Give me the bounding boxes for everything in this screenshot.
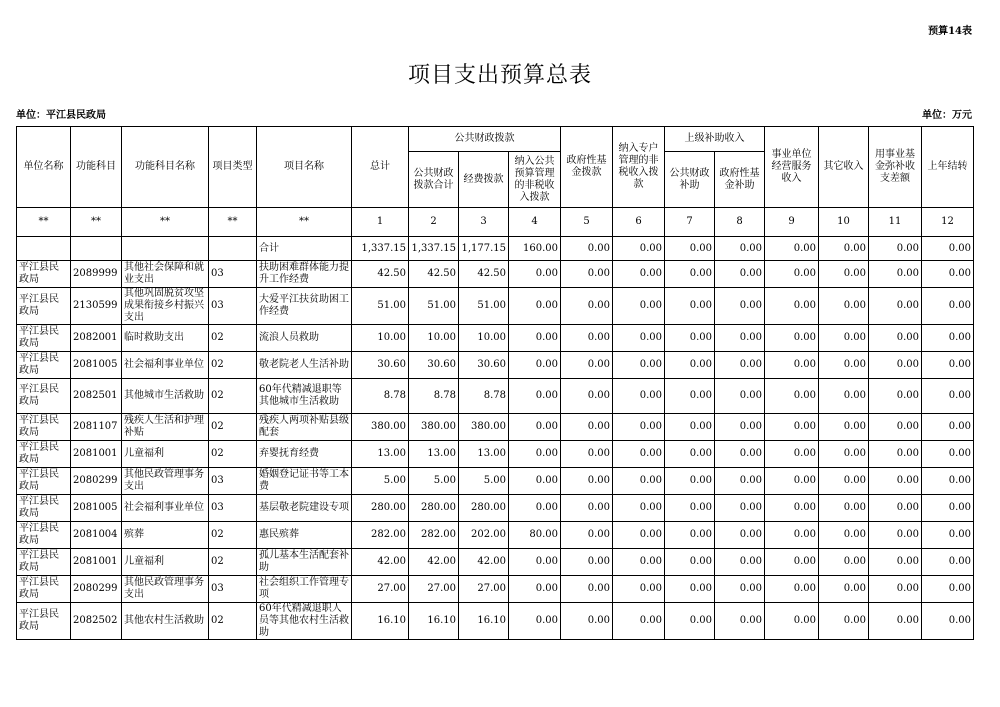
amount-cell: 0.00: [509, 441, 561, 468]
amount-cell: 51.00: [352, 288, 409, 325]
amount-cell: 13.00: [409, 441, 459, 468]
amount-cell: 0.00: [765, 522, 819, 549]
amount-cell: 0.00: [715, 468, 765, 495]
project-name-cell: 社会组织工作管理专项: [257, 576, 352, 603]
project-name-cell: 大爱平江扶贫助困工作经费: [257, 288, 352, 325]
page-title: 项目支出预算总表: [407, 63, 592, 88]
func-name-cell: 儿童福利: [122, 549, 209, 576]
func-name-cell: 其他城市生活救助: [122, 379, 209, 414]
table-row: [17, 261, 974, 288]
amount-cell: 0.00: [665, 325, 715, 352]
total-value-cell: 0.00: [561, 237, 613, 261]
table-row: [17, 495, 974, 522]
project-type-cell: 02: [209, 325, 257, 352]
amount-cell: 0.00: [561, 549, 613, 576]
column-index-cell: **: [71, 208, 122, 237]
amount-cell: 0.00: [922, 288, 974, 325]
func-code-cell: 2081001: [71, 441, 122, 468]
amount-cell: 0.00: [819, 468, 869, 495]
amount-cell: 0.00: [869, 352, 922, 379]
amount-cell: 0.00: [561, 325, 613, 352]
col-other-income: 其它收入: [819, 127, 869, 208]
project-type-cell: 02: [209, 522, 257, 549]
amount-cell: 27.00: [352, 576, 409, 603]
amount-cell: 0.00: [715, 603, 765, 640]
amount-cell: 0.00: [869, 288, 922, 325]
amount-cell: 42.00: [459, 549, 509, 576]
func-name-cell: 其他民政管理事务支出: [122, 468, 209, 495]
func-code-cell: 2081004: [71, 522, 122, 549]
amount-cell: 0.00: [613, 549, 665, 576]
amount-cell: 282.00: [409, 522, 459, 549]
amount-cell: 0.00: [922, 379, 974, 414]
project-name-cell: 60年代精减退职人员等其他农村生活救助: [257, 603, 352, 640]
func-code-cell: 2081107: [71, 414, 122, 441]
amount-cell: 0.00: [665, 441, 715, 468]
amount-cell: 0.00: [509, 468, 561, 495]
func-name-cell: 儿童福利: [122, 441, 209, 468]
amount-cell: 0.00: [819, 379, 869, 414]
amount-cell: 280.00: [459, 495, 509, 522]
col-group-public-finance: 公共财政拨款: [409, 127, 561, 152]
amount-cell: 0.00: [765, 495, 819, 522]
amount-cell: 282.00: [352, 522, 409, 549]
amount-cell: 16.10: [459, 603, 509, 640]
project-type-cell: 02: [209, 379, 257, 414]
amount-cell: 10.00: [459, 325, 509, 352]
amount-cell: 0.00: [765, 352, 819, 379]
unit-name-cell: 平江县民政局: [17, 352, 71, 379]
table-row: [17, 352, 974, 379]
amount-cell: 0.00: [509, 352, 561, 379]
amount-cell: 0.00: [922, 468, 974, 495]
unit-name-cell: 平江县民政局: [17, 468, 71, 495]
amount-cell: 0.00: [869, 603, 922, 640]
amount-cell: 0.00: [819, 576, 869, 603]
unit-name-cell: 平江县民政局: [17, 576, 71, 603]
total-empty-cell: [209, 237, 257, 261]
amount-cell: 0.00: [922, 576, 974, 603]
amount-cell: 0.00: [922, 549, 974, 576]
col-fund-balance: 用事业基金弥补收支差额: [869, 127, 922, 208]
column-index-cell: 12: [922, 208, 974, 237]
total-value-cell: 0.00: [715, 237, 765, 261]
currency-unit-label: 单位：万元: [922, 110, 972, 121]
func-code-cell: 2130599: [71, 288, 122, 325]
amount-cell: 0.00: [665, 495, 715, 522]
project-name-cell: 60年代精减退职等其他城市生活救助: [257, 379, 352, 414]
amount-cell: 27.00: [459, 576, 509, 603]
amount-cell: 0.00: [819, 603, 869, 640]
col-public-finance-total: 公共财政拨款合计: [409, 152, 459, 208]
amount-cell: 42.00: [352, 549, 409, 576]
amount-cell: 0.00: [922, 603, 974, 640]
total-empty-cell: [17, 237, 71, 261]
amount-cell: 0.00: [869, 468, 922, 495]
amount-cell: 0.00: [869, 495, 922, 522]
amount-cell: 0.00: [765, 603, 819, 640]
column-index-cell: 6: [613, 208, 665, 237]
project-type-cell: 02: [209, 414, 257, 441]
func-name-cell: 其他社会保障和就业支出: [122, 261, 209, 288]
col-group-upper-subsidy: 上级补助收入: [665, 127, 765, 152]
func-code-cell: 2082001: [71, 325, 122, 352]
amount-cell: 0.00: [922, 414, 974, 441]
total-value-cell: 0.00: [869, 237, 922, 261]
amount-cell: 0.00: [869, 414, 922, 441]
amount-cell: 280.00: [409, 495, 459, 522]
col-service-income: 事业单位经营服务收入: [765, 127, 819, 208]
amount-cell: 51.00: [409, 288, 459, 325]
amount-cell: 0.00: [715, 522, 765, 549]
amount-cell: 0.00: [715, 379, 765, 414]
amount-cell: 0.00: [819, 288, 869, 325]
unit-name-cell: 平江县民政局: [17, 441, 71, 468]
amount-cell: 0.00: [715, 495, 765, 522]
amount-cell: 0.00: [613, 379, 665, 414]
amount-cell: 0.00: [715, 441, 765, 468]
amount-cell: 16.10: [409, 603, 459, 640]
func-code-cell: 2089999: [71, 261, 122, 288]
amount-cell: 0.00: [613, 288, 665, 325]
amount-cell: 0.00: [665, 414, 715, 441]
amount-cell: 0.00: [613, 576, 665, 603]
amount-cell: 0.00: [665, 576, 715, 603]
amount-cell: 0.00: [509, 379, 561, 414]
amount-cell: 380.00: [459, 414, 509, 441]
amount-cell: 5.00: [459, 468, 509, 495]
amount-cell: 0.00: [922, 352, 974, 379]
func-name-cell: 社会福利事业单位: [122, 352, 209, 379]
func-name-cell: 临时救助支出: [122, 325, 209, 352]
project-type-cell: 03: [209, 468, 257, 495]
column-index-cell: 2: [409, 208, 459, 237]
amount-cell: 0.00: [819, 414, 869, 441]
project-name-cell: 敬老院老人生活补助: [257, 352, 352, 379]
amount-cell: 42.50: [459, 261, 509, 288]
column-index-cell: 7: [665, 208, 715, 237]
table-row: [17, 379, 974, 414]
amount-cell: 0.00: [922, 441, 974, 468]
amount-cell: 0.00: [509, 325, 561, 352]
project-type-cell: 03: [209, 576, 257, 603]
amount-cell: 202.00: [459, 522, 509, 549]
unit-name-cell: 平江县民政局: [17, 603, 71, 640]
form-code: 预算14表: [928, 26, 972, 37]
table-row: [17, 288, 974, 325]
project-type-cell: 02: [209, 352, 257, 379]
column-index-cell: 1: [352, 208, 409, 237]
col-carryover: 上年结转: [922, 127, 974, 208]
unit-name-cell: 平江县民政局: [17, 495, 71, 522]
amount-cell: 380.00: [409, 414, 459, 441]
amount-cell: 0.00: [765, 441, 819, 468]
column-index-cell: **: [122, 208, 209, 237]
col-fund-allocation: 经费拨款: [459, 152, 509, 208]
total-value-cell: 0.00: [819, 237, 869, 261]
total-empty-cell: [122, 237, 209, 261]
table-row: [17, 325, 974, 352]
project-name-cell: 婚姻登记证书等工本费: [257, 468, 352, 495]
project-name-cell: 流浪人员救助: [257, 325, 352, 352]
amount-cell: 0.00: [765, 468, 819, 495]
amount-cell: 380.00: [352, 414, 409, 441]
unit-name-cell: 平江县民政局: [17, 522, 71, 549]
column-index-cell: 3: [459, 208, 509, 237]
amount-cell: 0.00: [869, 441, 922, 468]
func-code-cell: 2080299: [71, 576, 122, 603]
amount-cell: 5.00: [409, 468, 459, 495]
amount-cell: 0.00: [819, 325, 869, 352]
amount-cell: 0.00: [561, 603, 613, 640]
amount-cell: 0.00: [869, 261, 922, 288]
amount-cell: 0.00: [561, 522, 613, 549]
amount-cell: 0.00: [922, 325, 974, 352]
amount-cell: 0.00: [613, 522, 665, 549]
amount-cell: 0.00: [819, 495, 869, 522]
amount-cell: 0.00: [765, 261, 819, 288]
col-project-type: 项目类型: [209, 127, 257, 208]
amount-cell: 80.00: [509, 522, 561, 549]
amount-cell: 8.78: [352, 379, 409, 414]
total-value-cell: 160.00: [509, 237, 561, 261]
amount-cell: 0.00: [869, 549, 922, 576]
column-index-cell: 11: [869, 208, 922, 237]
amount-cell: 0.00: [613, 352, 665, 379]
unit-name-cell: 平江县民政局: [17, 379, 71, 414]
column-index-cell: 9: [765, 208, 819, 237]
amount-cell: 0.00: [561, 379, 613, 414]
amount-cell: 0.00: [922, 522, 974, 549]
amount-cell: 0.00: [869, 522, 922, 549]
project-name-cell: 弃婴抚育经费: [257, 441, 352, 468]
unit-name-cell: 平江县民政局: [17, 288, 71, 325]
project-name-cell: 惠民殡葬: [257, 522, 352, 549]
table-row: [17, 603, 974, 640]
amount-cell: 0.00: [509, 261, 561, 288]
amount-cell: 0.00: [613, 441, 665, 468]
amount-cell: 0.00: [665, 468, 715, 495]
table-row: [17, 441, 974, 468]
amount-cell: 0.00: [869, 379, 922, 414]
amount-cell: 0.00: [922, 495, 974, 522]
project-type-cell: 03: [209, 288, 257, 325]
column-index-cell: 8: [715, 208, 765, 237]
project-name-cell: 扶助困难群体能力提升工作经费: [257, 261, 352, 288]
total-label: 合计: [257, 237, 352, 261]
unit-label: 单位：平江县民政局: [16, 110, 106, 121]
amount-cell: 0.00: [869, 576, 922, 603]
amount-cell: 0.00: [922, 261, 974, 288]
unit-name-cell: 平江县民政局: [17, 325, 71, 352]
amount-cell: 13.00: [352, 441, 409, 468]
amount-cell: 0.00: [561, 352, 613, 379]
amount-cell: 0.00: [561, 495, 613, 522]
table-row: [17, 549, 974, 576]
unit-name-cell: 平江县民政局: [17, 414, 71, 441]
table-row: [17, 468, 974, 495]
amount-cell: 0.00: [665, 288, 715, 325]
func-name-cell: 社会福利事业单位: [122, 495, 209, 522]
amount-cell: 10.00: [409, 325, 459, 352]
column-index-cell: **: [257, 208, 352, 237]
column-index-cell: 10: [819, 208, 869, 237]
amount-cell: 30.60: [459, 352, 509, 379]
amount-cell: 0.00: [715, 549, 765, 576]
amount-cell: 0.00: [819, 352, 869, 379]
column-index-cell: **: [209, 208, 257, 237]
total-value-cell: 1,177.15: [459, 237, 509, 261]
total-empty-cell: [71, 237, 122, 261]
amount-cell: 0.00: [819, 261, 869, 288]
amount-cell: 0.00: [715, 414, 765, 441]
amount-cell: 0.00: [613, 414, 665, 441]
amount-cell: 0.00: [561, 441, 613, 468]
col-upper-gov-fund-subsidy: 政府性基金补助: [715, 152, 765, 208]
total-value-cell: 0.00: [613, 237, 665, 261]
total-row: [17, 237, 974, 261]
total-value-cell: 0.00: [665, 237, 715, 261]
func-name-cell: 残疾人生活和护理补贴: [122, 414, 209, 441]
total-value-cell: 1,337.15: [352, 237, 409, 261]
column-index-cell: 5: [561, 208, 613, 237]
project-type-cell: 03: [209, 261, 257, 288]
table-row: [17, 576, 974, 603]
col-func-code: 功能科目: [71, 127, 122, 208]
amount-cell: 0.00: [819, 522, 869, 549]
col-upper-public-subsidy: 公共财政补助: [665, 152, 715, 208]
amount-cell: 0.00: [765, 288, 819, 325]
amount-cell: 0.00: [561, 468, 613, 495]
func-name-cell: 其他民政管理事务支出: [122, 576, 209, 603]
func-code-cell: 2081005: [71, 352, 122, 379]
amount-cell: 0.00: [509, 549, 561, 576]
amount-cell: 0.00: [561, 288, 613, 325]
func-code-cell: 2080299: [71, 468, 122, 495]
amount-cell: 0.00: [765, 549, 819, 576]
amount-cell: 30.60: [352, 352, 409, 379]
amount-cell: 16.10: [352, 603, 409, 640]
amount-cell: 0.00: [561, 261, 613, 288]
amount-cell: 0.00: [665, 549, 715, 576]
func-name-cell: 其他农村生活救助: [122, 603, 209, 640]
amount-cell: 0.00: [613, 468, 665, 495]
amount-cell: 0.00: [715, 325, 765, 352]
amount-cell: 0.00: [509, 603, 561, 640]
amount-cell: 5.00: [352, 468, 409, 495]
amount-cell: 42.00: [409, 549, 459, 576]
project-type-cell: 03: [209, 495, 257, 522]
project-type-cell: 02: [209, 603, 257, 640]
amount-cell: 0.00: [509, 576, 561, 603]
amount-cell: 0.00: [869, 325, 922, 352]
col-func-name: 功能科目名称: [122, 127, 209, 208]
func-code-cell: 2082501: [71, 379, 122, 414]
unit-name-cell: 平江县民政局: [17, 261, 71, 288]
amount-cell: 0.00: [765, 379, 819, 414]
amount-cell: 0.00: [613, 325, 665, 352]
amount-cell: 0.00: [765, 325, 819, 352]
func-code-cell: 2081005: [71, 495, 122, 522]
col-special-nontax: 纳入专户管理的非税收入拨款: [613, 127, 665, 208]
amount-cell: 27.00: [409, 576, 459, 603]
table-row: [17, 414, 974, 441]
func-code-cell: 2082502: [71, 603, 122, 640]
amount-cell: 0.00: [715, 261, 765, 288]
total-value-cell: 1,337.15: [409, 237, 459, 261]
amount-cell: 0.00: [509, 495, 561, 522]
col-gov-fund: 政府性基金拨款: [561, 127, 613, 208]
amount-cell: 0.00: [509, 414, 561, 441]
column-index-row: [17, 208, 974, 237]
amount-cell: 0.00: [665, 261, 715, 288]
amount-cell: 8.78: [409, 379, 459, 414]
column-index-cell: 4: [509, 208, 561, 237]
func-code-cell: 2081001: [71, 549, 122, 576]
amount-cell: 0.00: [613, 261, 665, 288]
col-project-name: 项目名称: [257, 127, 352, 208]
project-expenditure-table: [16, 126, 974, 640]
amount-cell: 280.00: [352, 495, 409, 522]
project-name-cell: 残疾人两项补贴县级配套: [257, 414, 352, 441]
amount-cell: 42.50: [409, 261, 459, 288]
col-unit-name: 单位名称: [17, 127, 71, 208]
amount-cell: 0.00: [715, 576, 765, 603]
amount-cell: 0.00: [613, 495, 665, 522]
unit-name-cell: 平江县民政局: [17, 549, 71, 576]
amount-cell: 8.78: [459, 379, 509, 414]
amount-cell: 0.00: [715, 352, 765, 379]
amount-cell: 0.00: [819, 441, 869, 468]
func-name-cell: 殡葬: [122, 522, 209, 549]
amount-cell: 0.00: [509, 288, 561, 325]
amount-cell: 0.00: [665, 603, 715, 640]
total-value-cell: 0.00: [765, 237, 819, 261]
project-type-cell: 02: [209, 549, 257, 576]
table-body: [17, 237, 974, 640]
project-name-cell: 基层敬老院建设专项: [257, 495, 352, 522]
amount-cell: 51.00: [459, 288, 509, 325]
project-name-cell: 孤儿基本生活配套补助: [257, 549, 352, 576]
col-nontax-budget: 纳入公共预算管理的非税收入拨款: [509, 152, 561, 208]
amount-cell: 0.00: [613, 603, 665, 640]
amount-cell: 0.00: [819, 549, 869, 576]
amount-cell: 0.00: [561, 414, 613, 441]
amount-cell: 0.00: [665, 379, 715, 414]
amount-cell: 0.00: [765, 414, 819, 441]
col-total: 总计: [352, 127, 409, 208]
amount-cell: 0.00: [665, 352, 715, 379]
column-index-cell: **: [17, 208, 71, 237]
amount-cell: 0.00: [765, 576, 819, 603]
project-type-cell: 02: [209, 441, 257, 468]
amount-cell: 0.00: [665, 522, 715, 549]
amount-cell: 10.00: [352, 325, 409, 352]
amount-cell: 30.60: [409, 352, 459, 379]
amount-cell: 42.50: [352, 261, 409, 288]
total-value-cell: 0.00: [922, 237, 974, 261]
amount-cell: 0.00: [561, 576, 613, 603]
func-name-cell: 其他巩固脱贫攻坚成果衔接乡村振兴支出: [122, 288, 209, 325]
table-row: [17, 522, 974, 549]
amount-cell: 0.00: [715, 288, 765, 325]
amount-cell: 13.00: [459, 441, 509, 468]
